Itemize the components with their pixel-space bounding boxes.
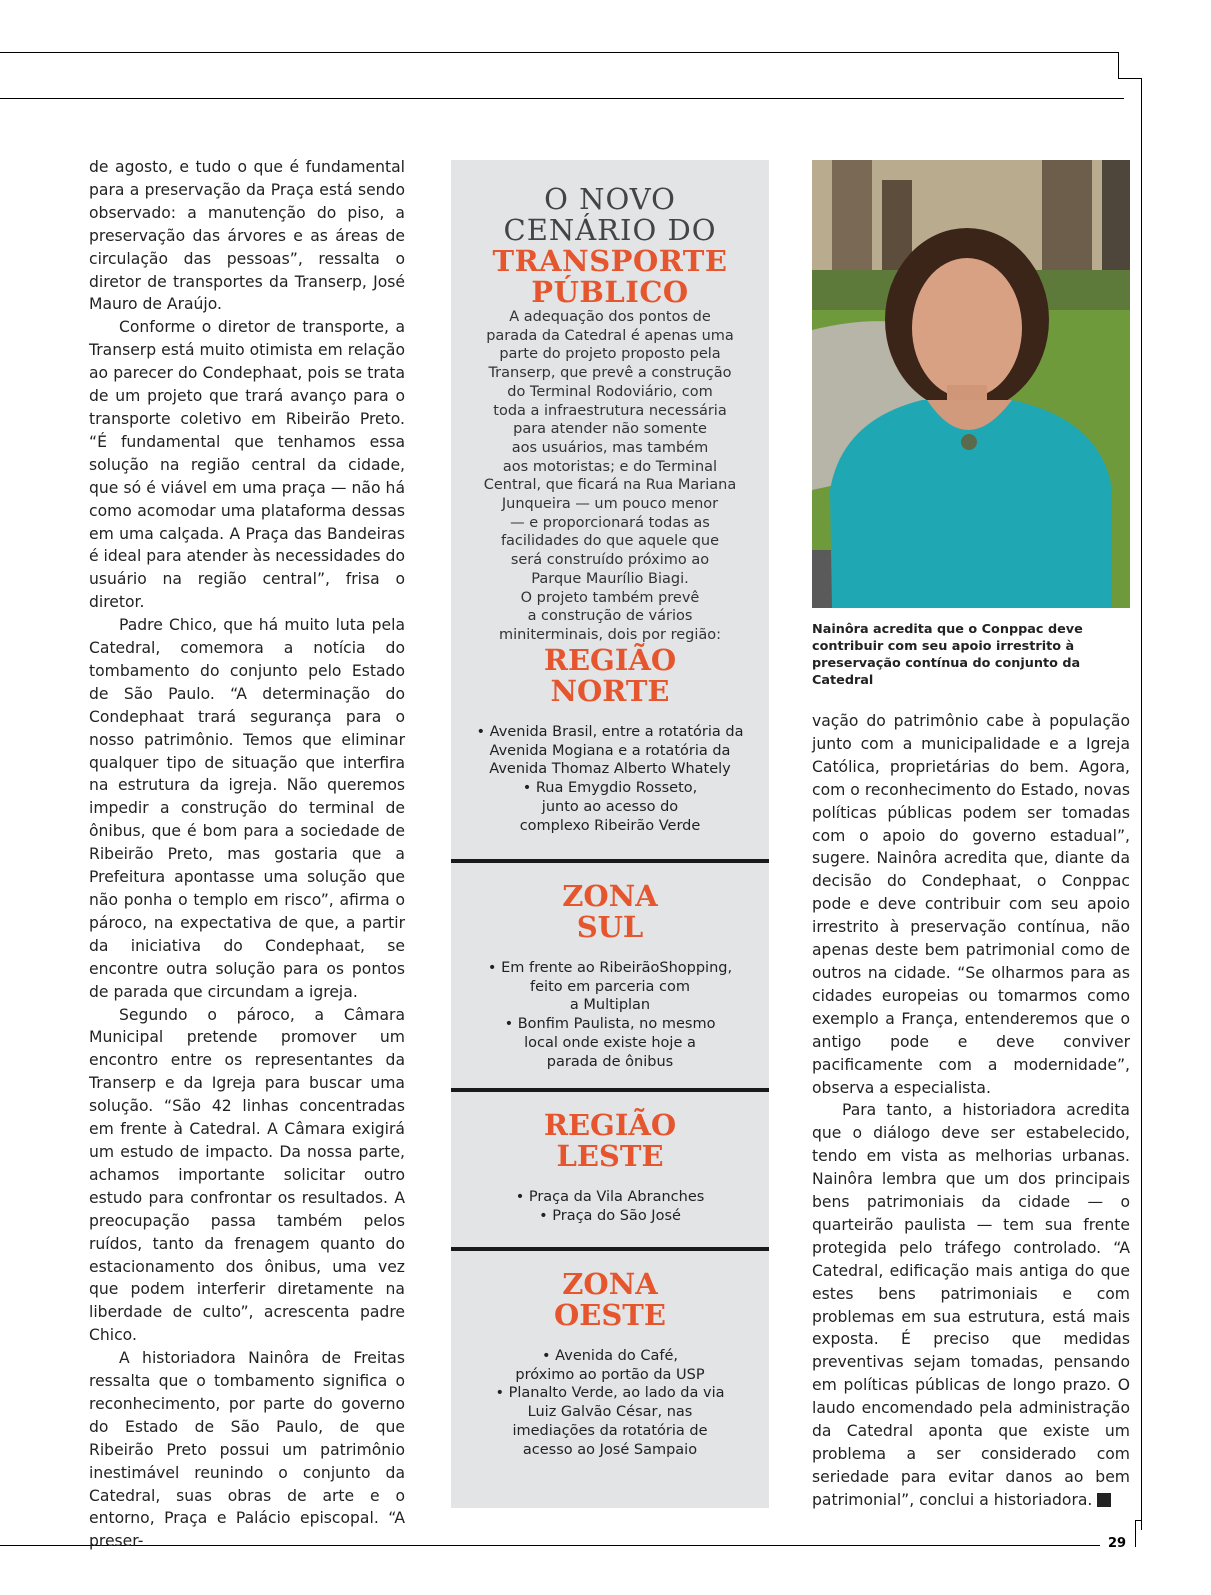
region-list: • Em frente ao RibeirãoShopping, feito em parceria com a Multiplan • Bonfim Paulista, no mesmo local onde existe hoje a parada de ônibus — [487, 960, 733, 1070]
region-list: • Praça da Vila Abranches • Praça do São José — [515, 1189, 705, 1224]
photo-caption: Nainôra acredita que o Conppac deve contribuir com seu apoio irrestrito à preservação contínua do conjunto da Catedral — [812, 622, 1083, 688]
region-heading: REGIÃO LESTE — [543, 1108, 677, 1173]
right-rule-step — [1118, 78, 1142, 79]
region-heading: REGIÃO NORTE — [543, 643, 677, 708]
sidebar-intro: A adequação dos pontos de parada da Catedral é apenas uma parte do projeto proposto pela Transerp, que prevê a construção do Terminal Rodoviário, com toda a infraestrutura necessária para atender não somente aos usuários, mas também aos motoristas; e do Terminal Central, que ficará na Rua Mariana Junqueira — um pouco menor — e proporcionará todas as facilidades do que aquele que será construído próximo ao Parque Maurílio Biagi. O projeto também prevê a construção de vários miniterminais, dois por região: — [483, 309, 737, 643]
paragraph: Conforme o diretor de transporte, a Transerp está muito otimista em relação ao parecer do Condephaat, pois se trata de um projeto que trará avanço para o transporte coletivo em Ribeirão Preto. “É fundamental que tenhamos essa solução na região central da cidade, que só é viável em uma praça — não há como acomodar uma plataforma dessas em uma calçada. A Praça das Bandeiras é ideal para atender às necessidades do usuário na região central”, frisa o diretor. — [89, 318, 405, 612]
portrait-photo — [812, 160, 1130, 608]
region-list: • Avenida do Café, próximo ao portão da USP • Planalto Verde, ao lado da via Luiz Galvão César, nas imediações da rotatória de acesso ao José Sampaio — [495, 1348, 725, 1458]
region-oeste — [451, 1247, 769, 1459]
portrait-illustration — [812, 160, 1130, 608]
region-norte — [451, 645, 769, 835]
region-heading: ZONA SUL — [562, 879, 658, 944]
header-rule — [0, 98, 1124, 99]
region-leste — [451, 1088, 769, 1225]
sidebar-kicker: O NOVO CENÁRIO DO — [503, 182, 717, 247]
footer-rule-corner — [1135, 1520, 1136, 1547]
footer-rule-step — [1135, 1520, 1142, 1521]
region-list: • Avenida Brasil, entre a rotatória da Avenida Mogiana e a rotatória da Avenida Thomaz Alberto Whately • Rua Emygdio Rosseto, junto ao acesso do complexo Ribeirão Verde — [476, 724, 744, 834]
region-heading: ZONA OESTE — [554, 1267, 666, 1332]
left-column — [89, 156, 405, 1553]
paragraph: vação do patrimônio cabe à população junto com a municipalidade e a Igreja Católica, proprietárias do bem. Agora, com o reconhecimento do Estado, novas políticas públicas podem ser tomadas com o apoio do governo estadual”, sugere. Nainôra acredita que, diante da decisão do Condephaat, o Conppac pode e deve contribuir com seu apoio irrestrito à preservação contínua, não apenas deste bem patrimonial como de outros na cidade. “Se olharmos para as cidades europeias ou tomarmos como exemplo a França, entenderemos que o antigo pode e deve conviver pacificamente com a modernidade”, observa a especialista. — [812, 712, 1130, 1097]
paragraph: A historiadora Nainôra de Freitas ressalta que o tombamento significa o reconhecimento, por parte do governo do Estado de São Paulo, de que Ribeirão Preto possui um patrimônio inestimável reunindo o conjunto da Catedral, suas obras de arte e o entorno, Praça e Palácio episcopal. “A preser- — [89, 1349, 405, 1551]
paragraph: Para tanto, a historiadora acredita que o diálogo deve ser estabelecido, tendo em vista as melhorias urbanas. Nainôra lembra que um dos principais bens patrimoniais da cidade — o quarteirão paulista — tem sua frente protegida pelo tráfego controlado. “A Catedral, edificação mais antiga do que estes bens patrimoniais e com problemas em sua estrutura, está mais exposta. É preciso que medidas preventivas sejam tomadas, pensando em políticas públicas de longo prazo. O laudo encomendado pela administração da Catedral aponta que existe um problema a ser considerado com seriedade para evitar danos ao bem patrimonial”, conclui a historiadora. R — [812, 1101, 1136, 1509]
paragraph: Padre Chico, que há muito luta pela Catedral, comemora a notícia do tombamento do conjunto pelo Estado de São Paulo. “A determinação do Condephaat trará segurança para o nosso patrimônio. Temos que eliminar qualquer tipo de situação que interfira na estrutura da igreja. Não queremos impedir a construção do terminal de ônibus, que é bom para a sociedade de Ribeirão Preto, mas gostaria que a Prefeitura apontasse uma solução que não ponha o templo em risco”, afirma o pároco, na expectativa de que, a partir da iniciativa do Condephaat, se encontre outra solução para os pontos de parada que circundam a igreja. — [89, 616, 405, 1001]
right-column — [812, 710, 1136, 1512]
transport-sidebar — [451, 160, 769, 1508]
region-sul — [451, 859, 769, 1071]
right-rule — [1141, 78, 1142, 1530]
top-rule — [0, 52, 1118, 53]
page-number: 29 — [1108, 1536, 1127, 1551]
paragraph: de agosto, e tudo o que é fundamental para a preservação da Praça está sendo observado: a manutenção do piso, a preservação das árvores e as áreas de circulação das pessoas”, ressalta o diretor de transportes da Transerp, José Mauro de Araújo. — [89, 158, 405, 314]
top-rule-corner — [1118, 52, 1119, 78]
paragraph: Segundo o pároco, a Câmara Municipal pretende promover um encontro entre os representantes da Transerp e da Igreja para buscar uma solução. “São 42 linhas concentradas em frente à Catedral. A Câmara exigirá um estudo de impacto. Da nossa parte, achamos importante solicitar outro estudo para confrontar os resultados. A preocupação passa também pelos ruídos, tanto da frenagem quanto do estacionamento dos ônibus, uma vez que podem interferir diretamente na liberdade de culto”, acrescenta padre Chico. — [89, 1005, 405, 1345]
sidebar-title: TRANSPORTE PÚBLICO — [492, 244, 728, 309]
end-mark-icon: R — [1097, 1493, 1111, 1507]
